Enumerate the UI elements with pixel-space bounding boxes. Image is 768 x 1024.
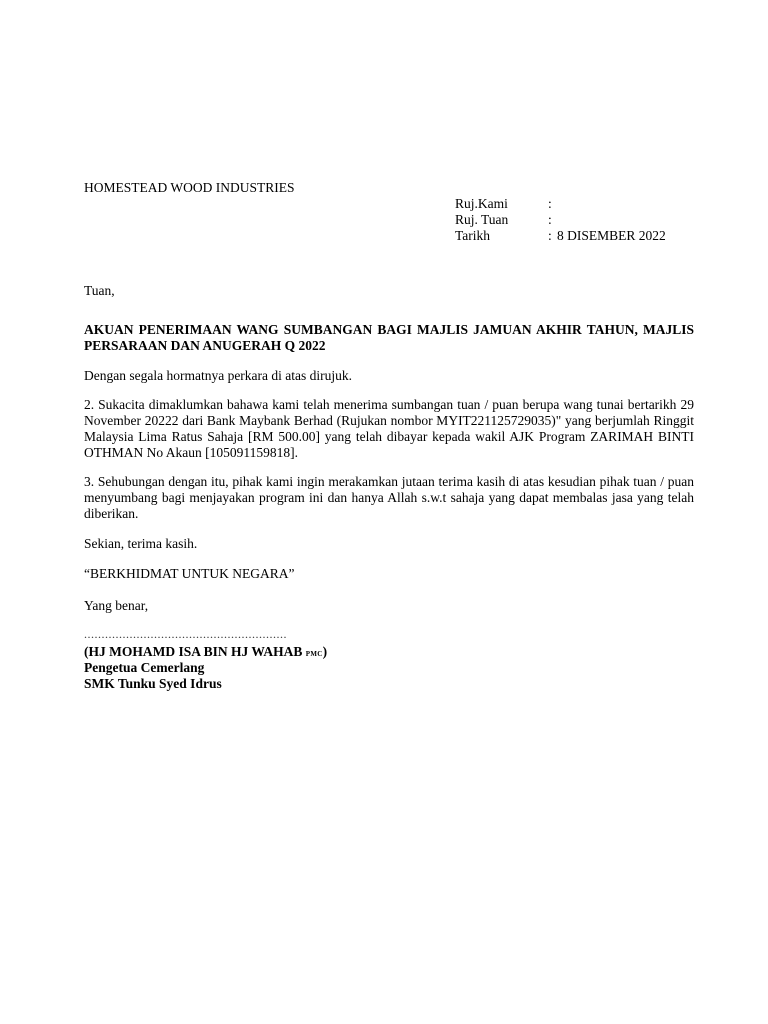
intro-paragraph: Dengan segala hormatnya perkara di atas dirujuk. xyxy=(84,368,353,383)
valediction: Yang benar, xyxy=(84,598,149,613)
paragraph-2: 2. Sukacita dimaklumkan bahawa kami telah menerima sumbangan tuan / puan berupa wang tunai bertarikh 29 November 20222 dari Bank Maybank Berhad (Rujukan nombor MYIT221125729035)" yang berjumlah Ringgit Malaysia Lima Ratus Sahaja [RM 500.00] yang telah dibayar kepada wakil AJK Program ZARIMAH BINTI OTHMAN No Akaun [105091159818]. xyxy=(84,397,694,460)
subject-heading: AKUAN PENERIMAAN WANG SUMBANGAN BAGI MAJLIS JAMUAN AKHIR TAHUN, MAJLIS PERSARAAN DAN ANUGERAH Q 2022 xyxy=(84,322,694,353)
signatory-school: SMK Tunku Syed Idrus xyxy=(84,676,222,691)
signatory-name-close: ) xyxy=(322,644,328,659)
motto: “BERKHIDMAT UNTUK NEGARA” xyxy=(84,566,295,581)
recipient-company: HOMESTEAD WOOD INDUSTRIES xyxy=(84,180,295,195)
paragraph-3: 3. Sehubungan dengan itu, pihak kami ingin merakamkan jutaan terima kasih di atas kesudian pihak tuan / puan menyumbang bagi menjayakan program ini dan hanya Allah s.w.t sahaja yang dapat membalas jasa yang telah diberikan. xyxy=(84,474,694,521)
ref-colon: : xyxy=(548,212,552,227)
ref-colon: : xyxy=(548,228,552,243)
ref-label: Ruj.Kami xyxy=(455,196,508,211)
closing-remark: Sekian, terima kasih. xyxy=(84,536,198,551)
ref-row-date xyxy=(455,228,695,244)
ref-colon: : xyxy=(548,196,552,211)
ref-row-your-reference xyxy=(455,212,695,228)
signatory-title: Pengetua Cemerlang xyxy=(84,660,205,675)
ref-label: Tarikh xyxy=(455,228,491,243)
signature-line: .......................................................... xyxy=(84,627,287,641)
reference-block xyxy=(455,196,695,244)
ref-row-our-reference xyxy=(455,196,695,212)
ref-label: Ruj. Tuan xyxy=(455,212,509,227)
date-value: 8 DISEMBER 2022 xyxy=(557,228,666,243)
salutation: Tuan, xyxy=(84,283,115,298)
signatory-honorific: PMC xyxy=(305,650,323,658)
signatory-name-text: (HJ MOHAMD ISA BIN HJ WAHAB xyxy=(84,644,303,659)
